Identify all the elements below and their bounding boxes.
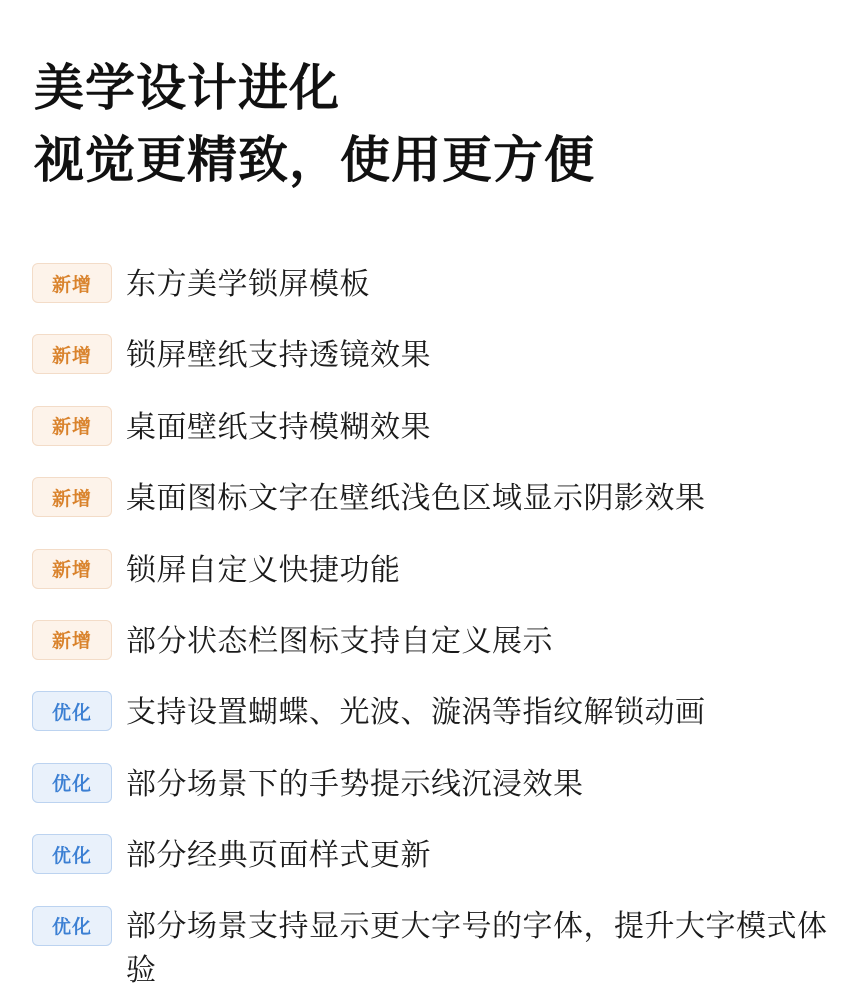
headline-line-2: 视觉更精致，使用更方便 (34, 131, 595, 189)
feature-item (32, 320, 832, 391)
page-headline (34, 52, 595, 196)
feature-text: 桌面壁纸支持模糊效果 (126, 409, 431, 445)
new-badge: 新增 (32, 263, 112, 303)
feature-text: 部分经典页面样式更新 (126, 838, 431, 874)
new-badge: 新增 (32, 549, 112, 589)
feature-text: 部分状态栏图标支持自定义展示 (126, 623, 553, 659)
feature-list (32, 249, 832, 993)
optimize-badge: 优化 (32, 763, 112, 803)
feature-item (32, 606, 832, 677)
feature-text: 东方美学锁屏模板 (126, 267, 370, 302)
feature-item (32, 535, 832, 606)
feature-text: 锁屏壁纸支持透镜效果 (126, 338, 431, 374)
feature-item (32, 749, 832, 820)
new-badge: 新增 (32, 334, 112, 374)
optimize-badge: 优化 (32, 834, 112, 874)
feature-item (32, 677, 832, 748)
headline-line-1: 美学设计进化 (34, 59, 340, 117)
optimize-badge: 优化 (32, 691, 112, 731)
feature-item (32, 249, 832, 320)
feature-text: 支持设置蝴蝶、光波、漩涡等指纹解锁动画 (126, 695, 706, 731)
feature-item (32, 892, 832, 993)
feature-text: 部分场景支持显示更大字号的字体，提升大字模式体验 (126, 908, 828, 988)
new-badge: 新增 (32, 406, 112, 446)
feature-item (32, 463, 832, 534)
feature-text: 桌面图标文字在壁纸浅色区域显示阴影效果 (126, 481, 706, 517)
new-badge: 新增 (32, 477, 112, 517)
feature-text: 部分场景下的手势提示线沉浸效果 (126, 766, 584, 802)
new-badge: 新增 (32, 620, 112, 660)
feature-text: 锁屏自定义快捷功能 (126, 552, 401, 588)
feature-item (32, 392, 832, 463)
optimize-badge: 优化 (32, 906, 112, 946)
feature-item (32, 820, 832, 891)
